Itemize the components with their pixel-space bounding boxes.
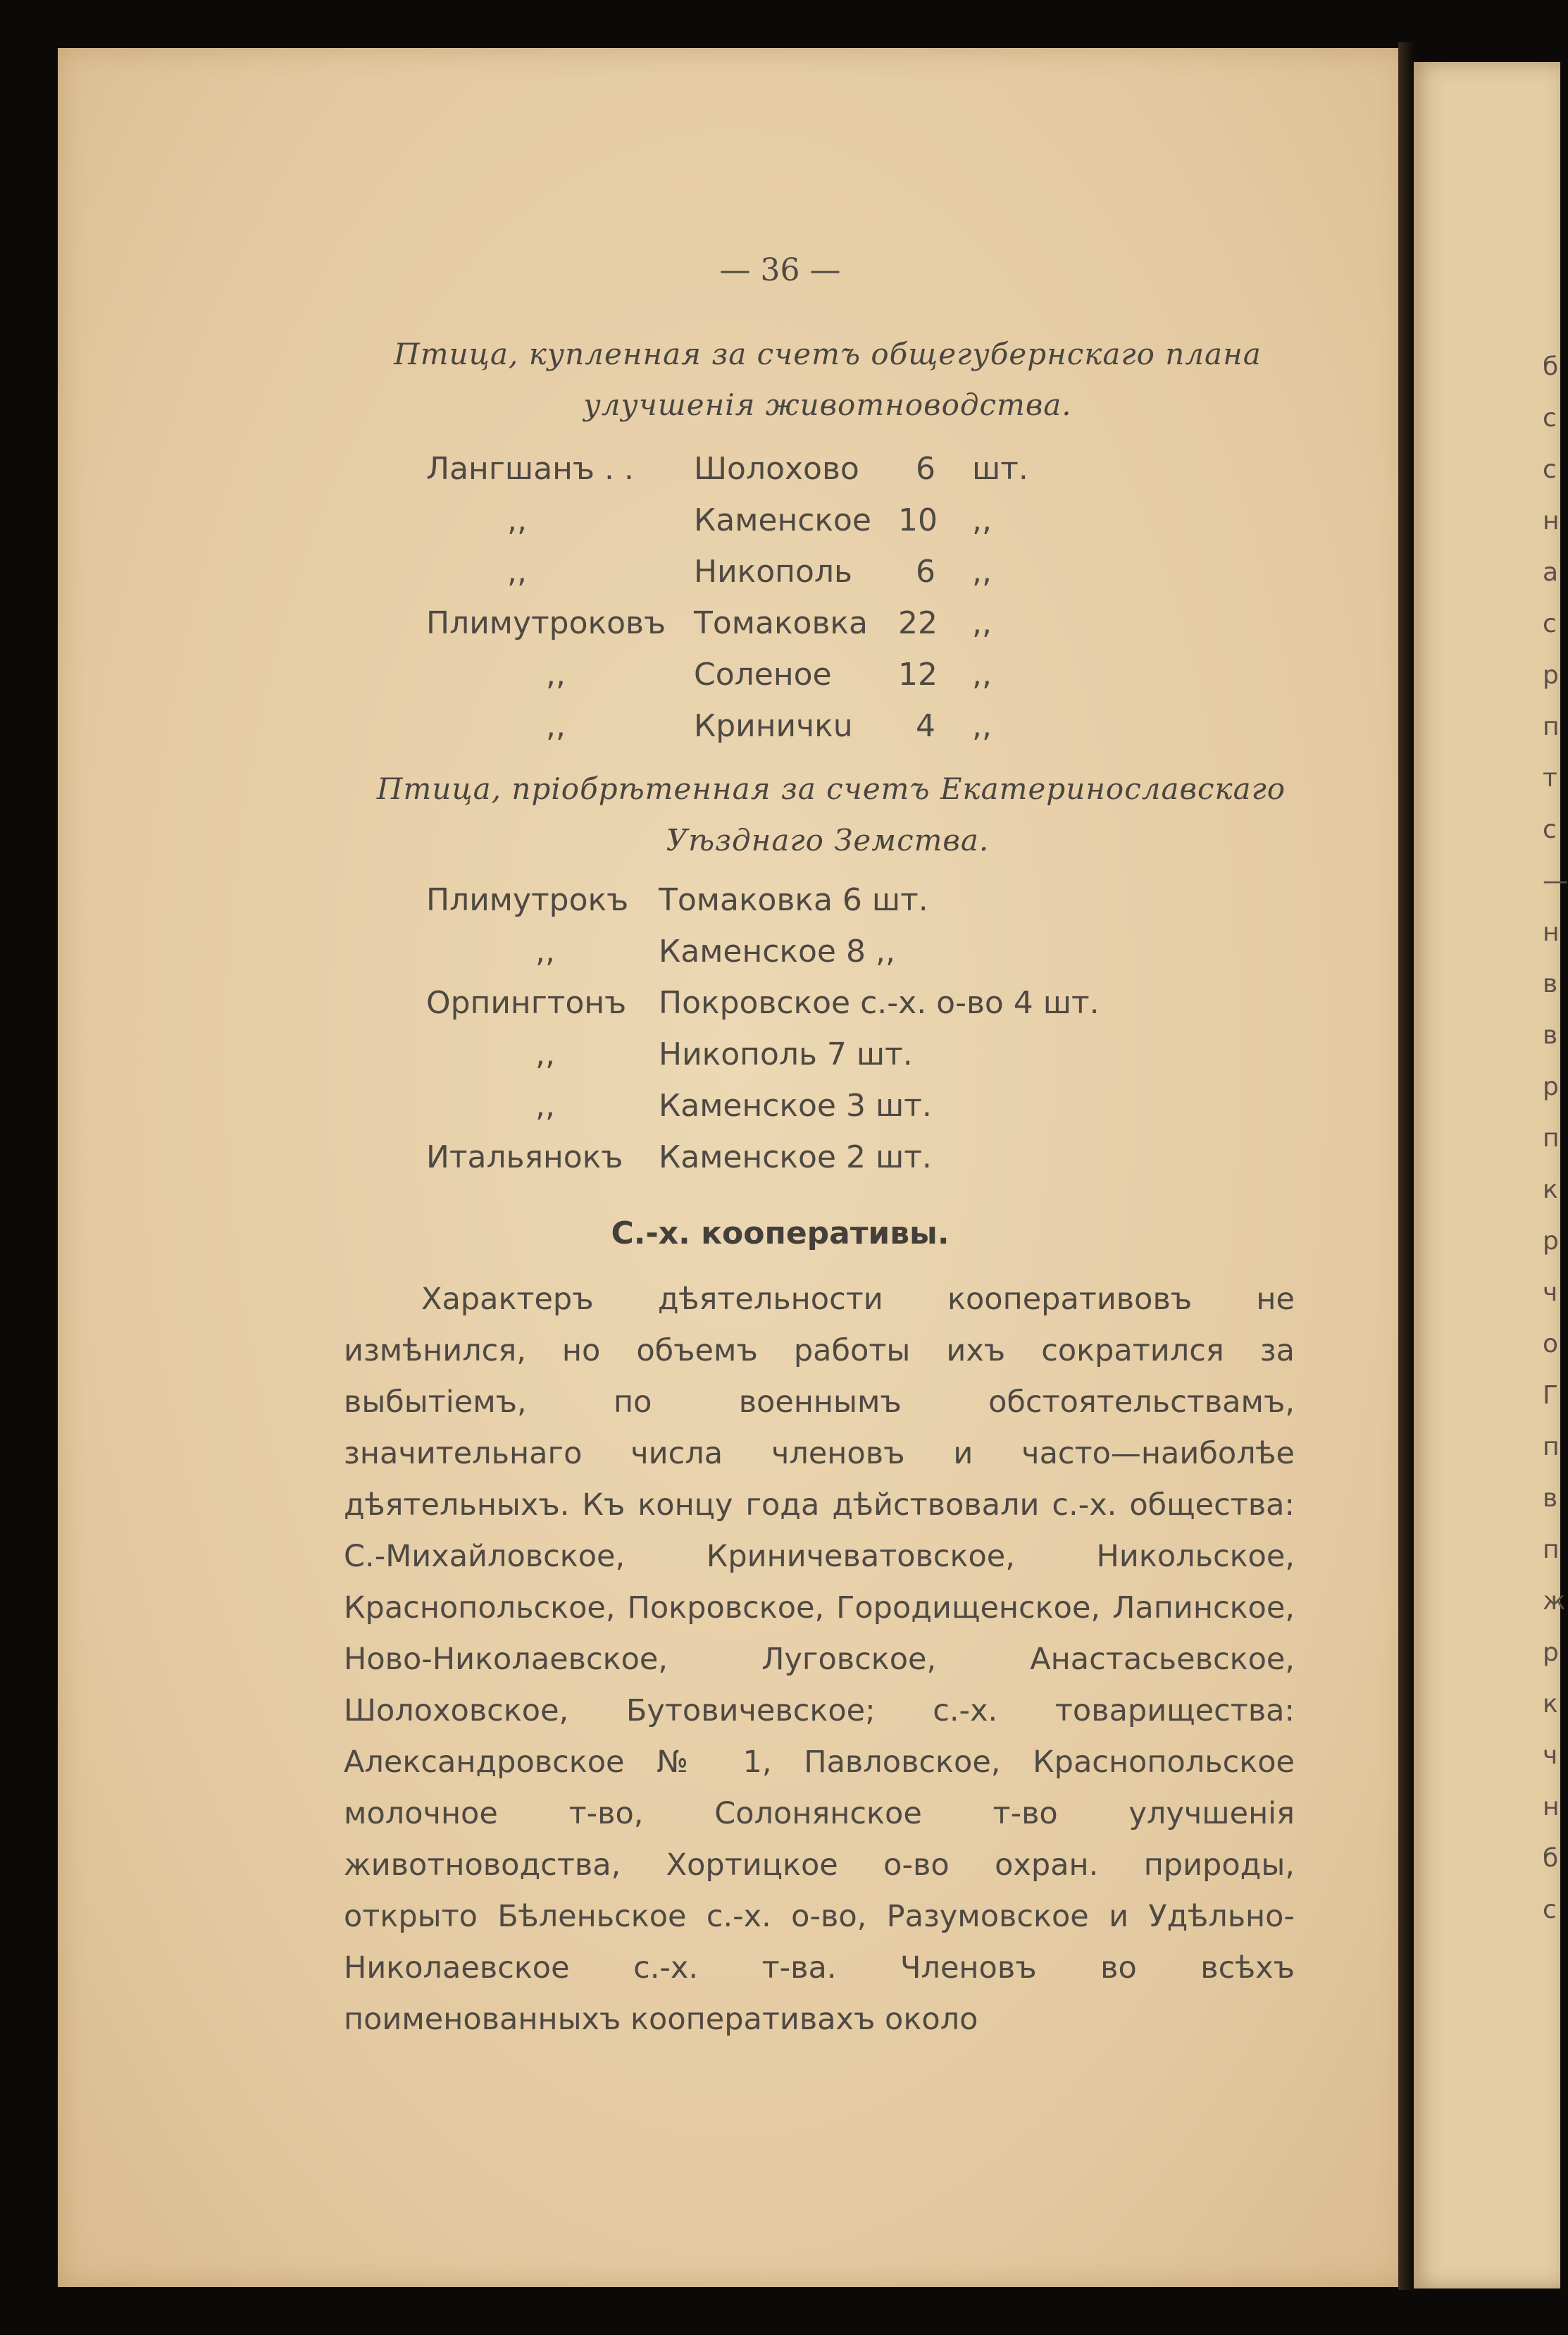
facing-page-letter: ж — [1543, 1587, 1566, 1616]
list-item-qty: 6 — [916, 554, 935, 590]
facing-page-letter: в — [1543, 1484, 1558, 1513]
facing-page-letter: н — [1543, 507, 1560, 535]
facing-page-letter: б — [1543, 352, 1559, 381]
list-item-breed: ,, — [535, 1088, 555, 1124]
list-item-entry: Покровское с.-х. о-во 4 шт. — [659, 985, 1100, 1021]
facing-page-letter: р — [1543, 1072, 1559, 1101]
list-item-entry: Каменское 2 шт. — [659, 1139, 932, 1175]
list-item-qty: 12 — [898, 657, 938, 693]
list-item-place: Никополь — [694, 554, 852, 590]
list-item-unit: ,, — [972, 605, 992, 641]
facing-page-letter: а — [1543, 558, 1559, 587]
list-item-breed: Плимутроковъ — [426, 605, 666, 641]
list-item-unit: ,, — [972, 502, 992, 538]
list-item-entry: Каменское 3 шт. — [659, 1088, 932, 1124]
facing-page-letter: о — [1543, 1330, 1559, 1358]
facing-page-letter: с — [1543, 455, 1557, 484]
list-item-qty: 4 — [916, 708, 935, 744]
facing-page — [1414, 62, 1560, 2288]
list-item-entry: Каменское 8 ,, — [659, 934, 895, 970]
list-item-breed: Лангшанъ . . — [426, 451, 634, 487]
facing-page-letter: к — [1543, 1175, 1558, 1204]
body-paragraph: Характеръ дѣятельности кооперативовъ не измѣнился, но объемъ работы ихъ сократился за выбытіемъ, по военнымъ обстоятельствамъ, значительнаго числа членовъ и часто—наиболѣе дѣятельныхъ. Къ концу года дѣйствовали с.-х. общества: С.-Михайловское, Криничеватовское, Никольское, Краснопольское, Покровское, Городищенское, Лапинское, Ново-Николаевское, Луговское, Анастасьевское, Шолоховское, Бутовичевское; с.-х. товарищества: Александровское № 1, Павловское, Краснопольское молочное т-во, Солонянское т-во улучшенія животноводства, Хортицкое о-во охран. природы, открыто Бѣленьское с.-х. о-во, Разумовское и Удѣльно-Николаевское с.-х. т-ва. Членовъ во всѣхъ поименованныхъ кооперативахъ около — [344, 1282, 1295, 2037]
facing-page-letter: т — [1543, 764, 1557, 793]
list-item-entry: Никополь 7 шт. — [659, 1036, 913, 1072]
list-item-qty: 10 — [898, 502, 938, 538]
list-item-entry: Томаковка 6 шт. — [659, 882, 928, 918]
facing-page-letter: н — [1543, 1792, 1560, 1821]
list-item-breed: Итальянокъ — [426, 1139, 623, 1175]
facing-page-letter: б — [1543, 1844, 1559, 1873]
facing-page-letter: р — [1543, 1638, 1559, 1667]
list-item-breed: ,, — [507, 502, 527, 538]
list-item-breed: ,, — [507, 554, 527, 590]
list-item-unit: шт. — [972, 451, 1028, 487]
list-item-place: Томаковка — [694, 605, 868, 641]
facing-page-letter: с — [1543, 609, 1557, 638]
list-item-breed: Плимутрокъ — [426, 882, 629, 918]
list-item-place: Соленое — [694, 657, 832, 693]
list-item-breed: Орпингтонъ — [426, 985, 627, 1021]
facing-page-letter: Г — [1543, 1381, 1558, 1410]
heading-1-line-1: Птица, купленная за счетъ общегубернскаго плана — [394, 337, 1262, 371]
facing-page-letter: ч — [1543, 1741, 1558, 1770]
facing-page-letter: р — [1543, 1227, 1559, 1256]
list-item-unit: ,, — [972, 657, 992, 693]
facing-page-letter: н — [1543, 918, 1560, 947]
list-item-breed: ,, — [546, 708, 566, 744]
book-spine — [1398, 42, 1414, 2290]
list-item-qty: 22 — [898, 605, 938, 641]
facing-page-letter: п — [1543, 1535, 1560, 1564]
list-item-unit: ,, — [972, 554, 992, 590]
facing-page-letter: п — [1543, 1124, 1560, 1153]
facing-page-letter: с — [1543, 1895, 1557, 1924]
list-item-place: Шолохово — [694, 451, 859, 487]
facing-page-letter: с — [1543, 404, 1557, 433]
list-item-qty: 6 — [916, 451, 935, 487]
list-item-unit: ,, — [972, 708, 992, 744]
facing-page-letter: ч — [1543, 1278, 1558, 1307]
page-number: — 36 — — [719, 252, 841, 288]
facing-page-letter: — — [1543, 867, 1568, 896]
facing-page-letter: в — [1543, 970, 1558, 998]
facing-page-letter: с — [1543, 815, 1557, 844]
facing-page-letter: в — [1543, 1021, 1558, 1050]
list-item-breed: ,, — [535, 1036, 555, 1072]
facing-page-letter: п — [1543, 1432, 1560, 1461]
list-item-breed: ,, — [535, 934, 555, 970]
facing-page-letter: к — [1543, 1690, 1558, 1718]
facing-page-letter: п — [1543, 712, 1560, 741]
heading-1-line-2: улучшенія животноводства. — [583, 388, 1072, 422]
list-item-breed: ,, — [546, 657, 566, 693]
section-title: С.-х. кооперативы. — [611, 1215, 950, 1251]
facing-page-letter: р — [1543, 661, 1559, 690]
list-item-place: Каменское — [694, 502, 871, 538]
heading-2-line-1: Птица, пріобрѣтенная за счетъ Екатеринославскаго — [376, 772, 1286, 806]
list-item-place: Криничкu — [694, 708, 853, 744]
heading-2-line-2: Уѣзднаго Земства. — [666, 823, 990, 857]
